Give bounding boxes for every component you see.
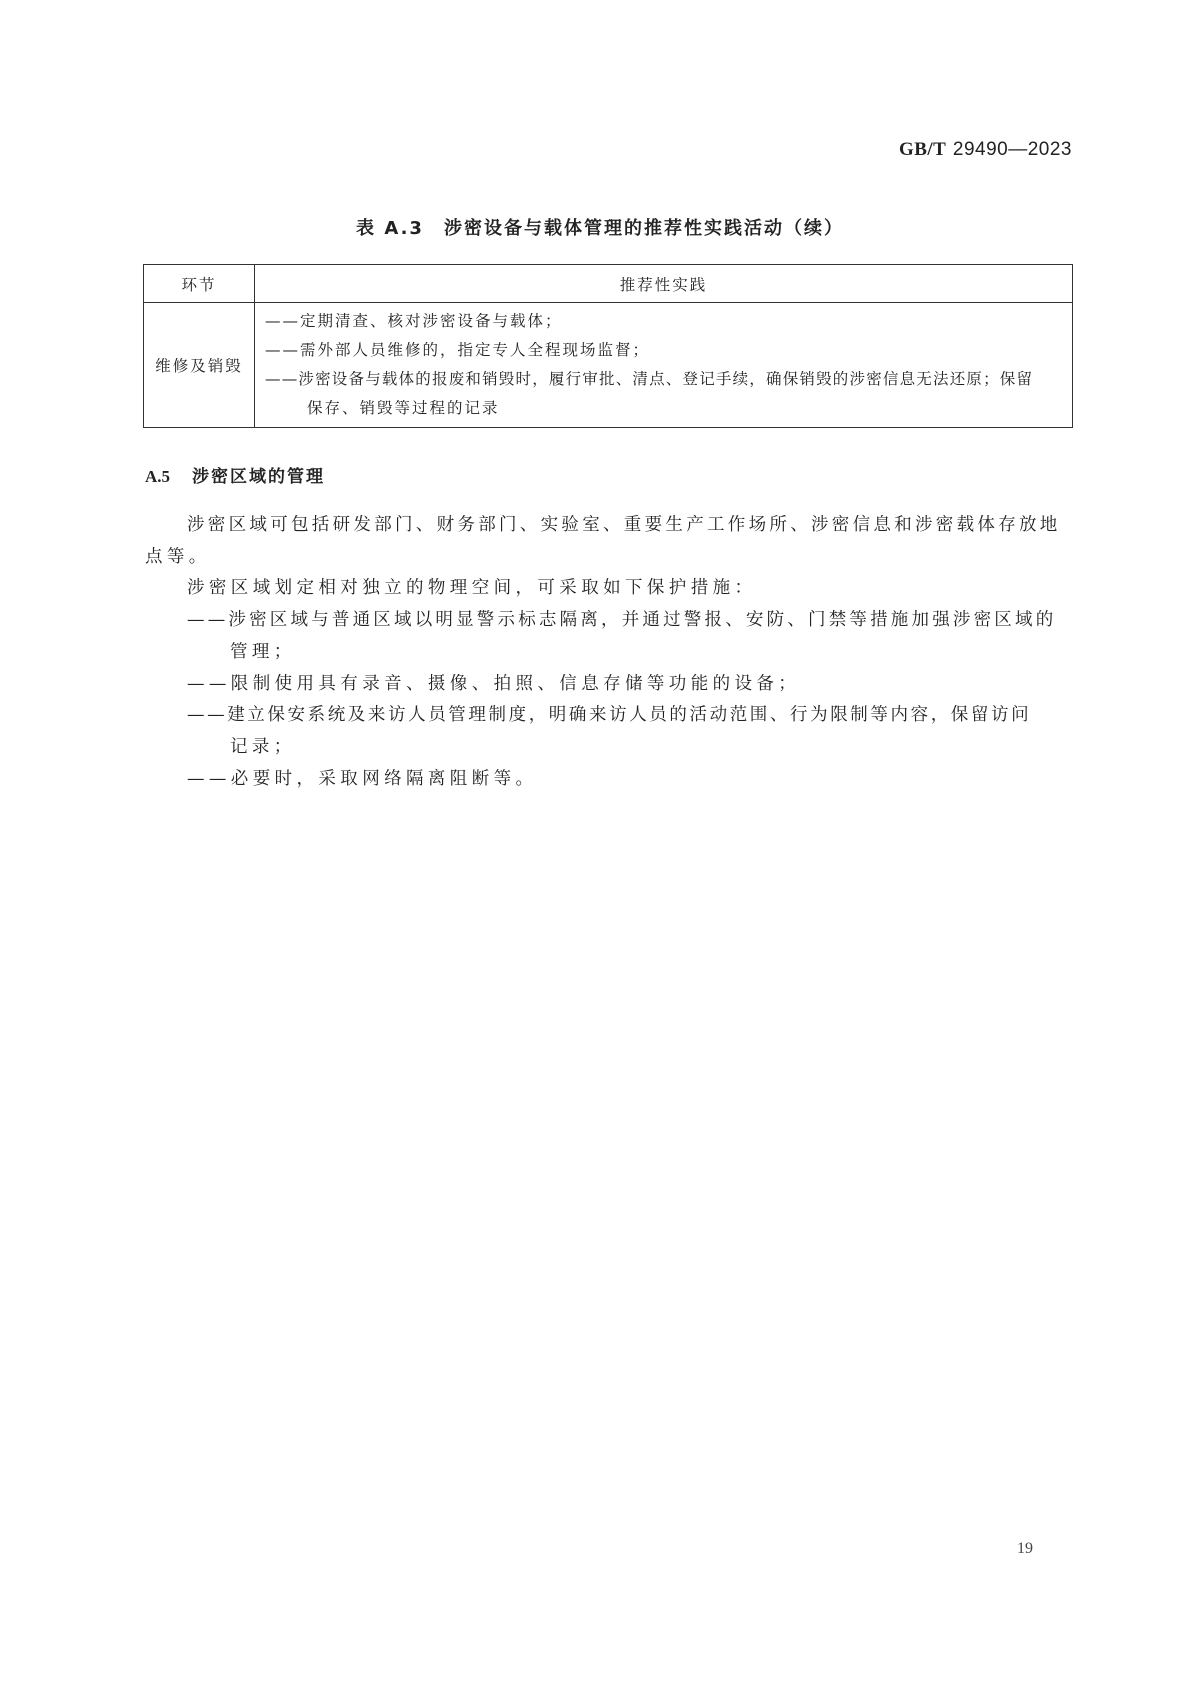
bullet-line: ——限制使用具有录音、摄像、拍照、信息存储等功能的设备； <box>187 673 801 694</box>
paragraph-line: 涉密区域划定相对独立的物理空间，可采取如下保护措施： <box>187 578 757 599</box>
standard-code: 29490—2023 <box>952 139 1072 160</box>
bullet-line: ——涉密区域与普通区域以明显警示标志隔离，并通过警报、安防、门禁等措施加强涉密区域的 <box>187 610 1057 631</box>
bullet-line-continued: 记录； <box>230 736 296 757</box>
section-number: A.5 <box>145 467 171 486</box>
section-title: 涉密区域的管理 <box>192 467 326 487</box>
bullet-line: ——建立保安系统及来访人员管理制度，明确来访人员的活动范围、行为限制等内容，保留访问 <box>187 705 1032 726</box>
bullet-line-continued: 管理； <box>230 641 296 662</box>
column-header-stage: 环节 <box>144 265 255 303</box>
practice-line: ——需外部人员维修的，指定专人全程现场监督； <box>265 341 651 359</box>
practice-line: ——定期清查、核对涉密设备与载体； <box>265 312 563 330</box>
standard-prefix: GB/T <box>898 139 947 160</box>
practice-line: ——涉密设备与载体的报废和销毁时，履行审批、清点、登记手续，确保销毁的涉密信息无法还原；保留 <box>265 370 1034 388</box>
section-body <box>145 510 1073 795</box>
practice-cell <box>255 303 1073 428</box>
table-caption: 表 A.3 涉密设备与载体管理的推荐性实践活动（续） <box>356 218 844 239</box>
column-header-practice: 推荐性实践 <box>255 265 1073 303</box>
paragraph-line: 涉密区域可包括研发部门、财务部门、实验室、重要生产工作场所、涉密信息和涉密载体存放地 <box>187 515 1061 535</box>
practice-line: 保存、销毁等过程的记录 <box>307 399 500 417</box>
bullet-line: ——必要时，采取网络隔离阻断等。 <box>187 768 538 789</box>
section-heading <box>145 462 325 487</box>
table-row <box>144 303 1073 428</box>
table-header-row <box>144 265 1073 303</box>
standard-number <box>899 138 1072 161</box>
stage-cell: 维修及销毁 <box>144 303 255 428</box>
page-number: 19 <box>1017 1540 1033 1557</box>
practice-table <box>143 264 1073 428</box>
paragraph-line: 点等。 <box>145 546 211 567</box>
